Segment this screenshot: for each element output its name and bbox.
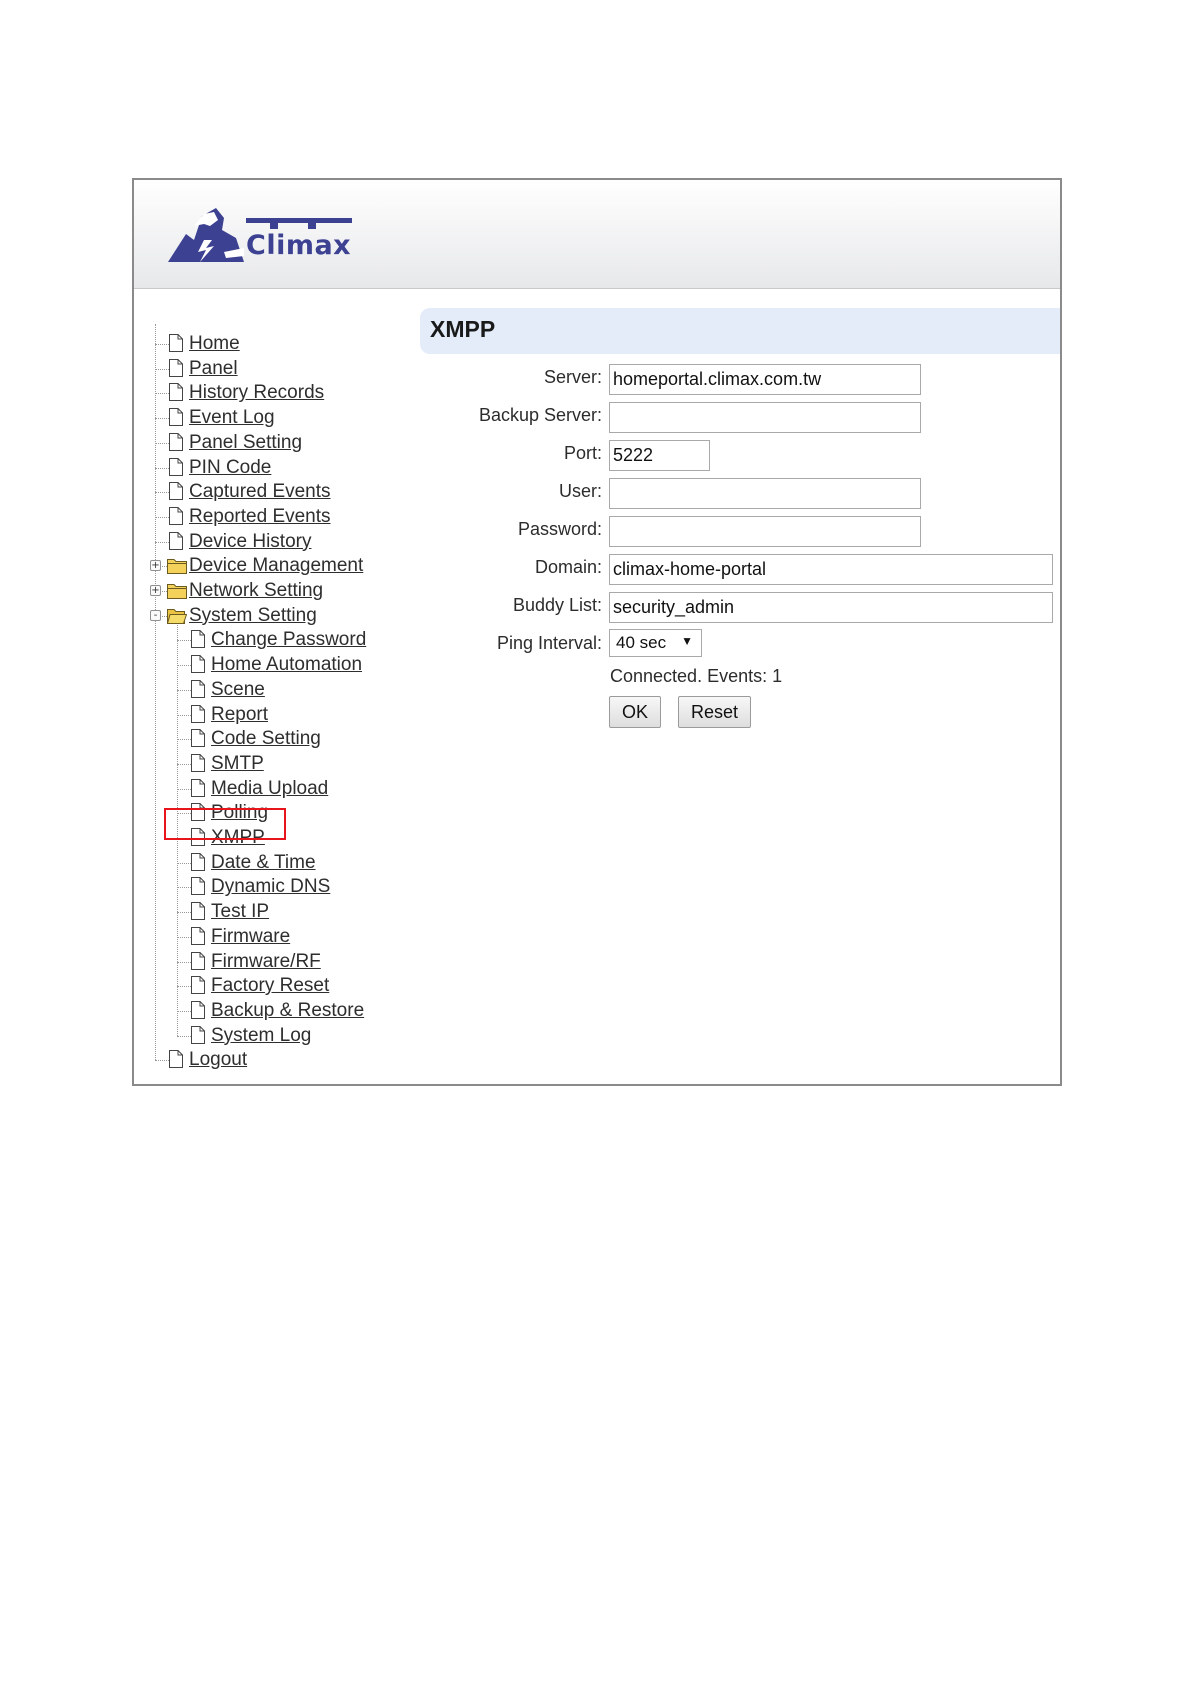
document-icon (191, 1026, 205, 1044)
nav-link-panel-setting[interactable]: Panel Setting (189, 431, 303, 453)
tree-connector (155, 443, 169, 444)
tree-connector (155, 468, 169, 469)
tree-connector (177, 715, 191, 716)
document-icon (169, 458, 183, 476)
nav-item-change-password (134, 628, 404, 652)
tree-connector (177, 986, 191, 987)
nav-link-firmware-rf[interactable]: Firmware/RF (211, 950, 321, 972)
ping-interval-label: Ping Interval: (496, 633, 602, 653)
tree-connector (155, 517, 169, 518)
header (134, 180, 1060, 289)
tree-connector (155, 542, 169, 543)
nav-link-media-upload[interactable]: Media Upload (211, 777, 329, 799)
nav-link-code-setting[interactable]: Code Setting (211, 728, 321, 750)
nav-item-pin-code (134, 456, 404, 480)
document-icon (191, 729, 205, 747)
nav-link-home[interactable]: Home (189, 333, 240, 354)
server-label: Server: (543, 367, 602, 387)
document-icon (191, 853, 205, 871)
document-icon (191, 754, 205, 772)
document-icon (191, 902, 205, 920)
nav-item-history-records (134, 381, 404, 405)
nav-item-code-setting (134, 727, 404, 751)
tree-connector (177, 764, 191, 765)
tree-connector (177, 789, 191, 790)
tree-connector (177, 665, 191, 666)
nav-item-dynamic-dns (134, 875, 404, 899)
nav-item-logout (134, 1048, 404, 1072)
document-icon (191, 952, 205, 970)
buddy-list-input[interactable] (609, 592, 1053, 623)
tree-connector (155, 1060, 169, 1061)
document-icon (191, 877, 205, 895)
password-input[interactable] (609, 516, 921, 547)
nav-link-captured-events[interactable]: Captured Events (189, 481, 331, 503)
document-icon (169, 433, 183, 451)
document-icon (169, 1050, 183, 1068)
ping-interval-value: 40 sec (616, 633, 667, 652)
document-icon (191, 779, 205, 797)
server-input[interactable] (609, 364, 921, 395)
nav-link-history-records[interactable]: History Records (189, 382, 325, 404)
document-icon (169, 532, 183, 550)
nav-item-panel-setting (134, 431, 404, 455)
nav-link-device-management[interactable]: Device Management (189, 555, 364, 577)
reset-button[interactable]: Reset (678, 696, 751, 728)
tree-connector (177, 912, 191, 913)
buddy-list-label: Buddy List: (512, 595, 602, 615)
tree-connector (177, 962, 191, 963)
document-icon (191, 630, 205, 648)
nav-item-system-setting (134, 604, 404, 628)
tree-connector (177, 1011, 191, 1012)
nav-item-network-setting (134, 579, 404, 603)
document-icon (191, 705, 205, 723)
nav-link-logout[interactable]: Logout (189, 1049, 248, 1071)
xmpp-highlight-box (164, 808, 286, 840)
nav-item-test-ip (134, 900, 404, 924)
brand-name: Climax (246, 230, 352, 261)
expand-icon[interactable]: + (151, 585, 160, 596)
document-icon (169, 359, 183, 377)
nav-item-home (134, 332, 404, 356)
nav-item-media-upload (134, 777, 404, 801)
port-input[interactable] (609, 440, 710, 471)
nav-link-dynamic-dns[interactable]: Dynamic DNS (211, 876, 331, 898)
folder-icon (167, 557, 187, 574)
nav-link-firmware[interactable]: Firmware (211, 925, 291, 947)
document-icon (191, 976, 205, 994)
navigation-tree (134, 300, 404, 1080)
nav-link-scene[interactable]: Scene (211, 678, 265, 700)
document-icon (191, 1001, 205, 1019)
tree-connector (177, 739, 191, 740)
nav-link-event-log[interactable]: Event Log (189, 407, 275, 429)
document-icon (191, 927, 205, 945)
nav-link-polling[interactable]: Polling (211, 802, 269, 824)
connection-status: Connected. Events: 1 (610, 666, 783, 686)
nav-item-date-and-time (134, 851, 404, 875)
nav-link-system-setting[interactable]: System Setting (189, 604, 317, 626)
nav-item-reported-events (134, 505, 404, 529)
nav-item-captured-events (134, 480, 404, 504)
document-icon (169, 334, 183, 352)
tree-connector (177, 640, 191, 641)
nav-item-report (134, 703, 404, 727)
nav-link-panel[interactable]: Panel (189, 357, 238, 379)
document-icon (169, 383, 183, 401)
nav-item-firmware (134, 925, 404, 949)
dropdown-arrow-icon: ▼ (681, 634, 693, 648)
nav-link-reported-events[interactable]: Reported Events (189, 505, 331, 527)
document-icon (191, 655, 205, 673)
nav-link-backup-and-restore[interactable]: Backup & Restore (211, 999, 365, 1021)
nav-link-device-history[interactable]: Device History (189, 530, 312, 552)
nav-item-factory-reset (134, 974, 404, 998)
nav-item-home-automation (134, 653, 404, 677)
tree-connector (177, 1036, 191, 1037)
nav-item-smtp (134, 752, 404, 776)
document-icon (169, 482, 183, 500)
page-title: XMPP (430, 316, 496, 342)
ok-button[interactable]: OK (609, 696, 661, 728)
tree-connector (155, 344, 169, 345)
password-label: Password: (517, 519, 602, 539)
nav-link-date-and-time[interactable]: Date & Time (211, 851, 316, 873)
nav-item-panel (134, 357, 404, 381)
nav-link-factory-reset[interactable]: Factory Reset (211, 975, 330, 997)
backup-server-label: Backup Server: (478, 405, 602, 425)
domain-label: Domain: (534, 557, 602, 577)
collapse-icon[interactable]: - (150, 610, 161, 621)
user-label: User: (558, 481, 602, 501)
nav-link-smtp[interactable]: SMTP (211, 752, 264, 774)
ping-interval-select[interactable] (609, 629, 702, 657)
nav-item-system-log (134, 1024, 404, 1048)
page-title-bar (420, 308, 1060, 354)
tree-connector (155, 393, 169, 394)
nav-item-event-log (134, 406, 404, 430)
nav-link-pin-code[interactable]: PIN Code (189, 456, 272, 478)
expand-icon[interactable]: + (151, 560, 160, 572)
nav-link-network-setting[interactable]: Network Setting (189, 580, 324, 601)
nav-link-report[interactable]: Report (211, 703, 269, 725)
tree-connector (155, 492, 169, 493)
nav-link-system-log[interactable]: System Log (211, 1024, 312, 1046)
nav-item-device-history (134, 530, 404, 554)
nav-item-scene (134, 678, 404, 702)
backup-server-input[interactable] (609, 402, 921, 433)
tree-connector (177, 863, 191, 864)
user-input[interactable] (609, 478, 921, 509)
folder-icon (167, 582, 187, 599)
nav-link-home-automation[interactable]: Home Automation (211, 654, 363, 676)
document-icon (169, 507, 183, 525)
tree-connector (155, 418, 169, 419)
nav-item-backup-and-restore (134, 999, 404, 1023)
tree-connector (177, 690, 191, 691)
nav-link-test-ip[interactable]: Test IP (211, 901, 270, 923)
nav-link-xmpp[interactable]: XMPP (211, 827, 265, 848)
nav-item-device-management (134, 554, 404, 578)
document-icon (169, 408, 183, 426)
nav-link-change-password[interactable]: Change Password (211, 629, 367, 651)
domain-input[interactable] (609, 554, 1053, 585)
tree-connector (177, 937, 191, 938)
document-icon (191, 680, 205, 698)
nav-item-firmware-rf (134, 950, 404, 974)
tree-connector (177, 887, 191, 888)
tree-connector (155, 369, 169, 370)
port-label: Port: (563, 443, 602, 463)
open-folder-icon (167, 607, 187, 624)
